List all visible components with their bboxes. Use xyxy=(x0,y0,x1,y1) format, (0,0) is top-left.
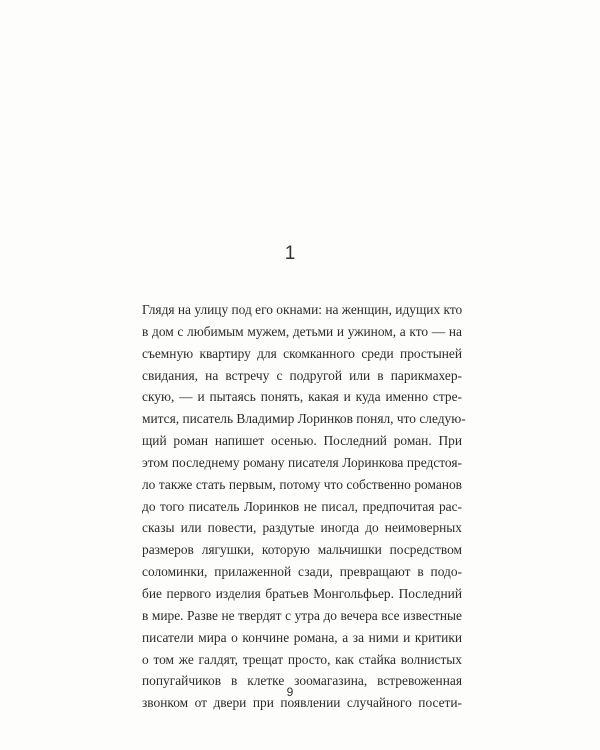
text-line: размеров лягушки, которую мальчишки посредством xyxy=(142,542,462,558)
text-line: этом последнему роману писателя Лоринкова предстоя- xyxy=(142,454,462,470)
text-line: щий роман напишет осенью. Последний роман. При xyxy=(142,433,462,449)
page-number: 9 xyxy=(286,685,294,699)
text-line: о том же галдят, трещат просто, как стайка волнистых xyxy=(142,651,462,667)
text-line: свидания, на встречу с подругой или в парикмахер- xyxy=(142,367,462,383)
chapter-number: 1 xyxy=(284,243,296,264)
body-text xyxy=(142,299,466,714)
text-line: съемную квартиру для скомканного среди простыней xyxy=(142,345,462,361)
text-line: попугайчиков в клетке зоомагазина, встревоженная xyxy=(142,673,462,689)
text-line: мится, писатель Владимир Лоринков понял, что следую- xyxy=(142,411,466,427)
text-line: бие первого изделия братьев Монгольфьер. Последний xyxy=(142,585,462,601)
text-line: сказы или повести, раздутые иногда до неимоверных xyxy=(142,520,462,536)
text-line: звонком от двери при появлении случайного посети- xyxy=(142,695,462,711)
text-line: до того писатель Лоринков не писал, предпочитая рас- xyxy=(142,498,462,514)
text-line: в дом с любимым мужем, детьми и ужином, а кто — на xyxy=(142,323,462,339)
text-line: Глядя на улицу под его окнами: на женщин, идущих кто xyxy=(142,302,463,317)
text-line: в мире. Разве не твердят с утра до вечера все известные xyxy=(142,607,462,623)
text-line: соломинки, прилаженной сзади, превращают в подо- xyxy=(142,564,462,580)
text-line: скую, — и пытаясь понять, какая и куда именно стре- xyxy=(142,389,462,405)
text-line: ло также стать первым, потому что собственно романов xyxy=(142,476,462,492)
text-line: писатели мира о кончине романа, а за ними и критики xyxy=(142,629,462,645)
